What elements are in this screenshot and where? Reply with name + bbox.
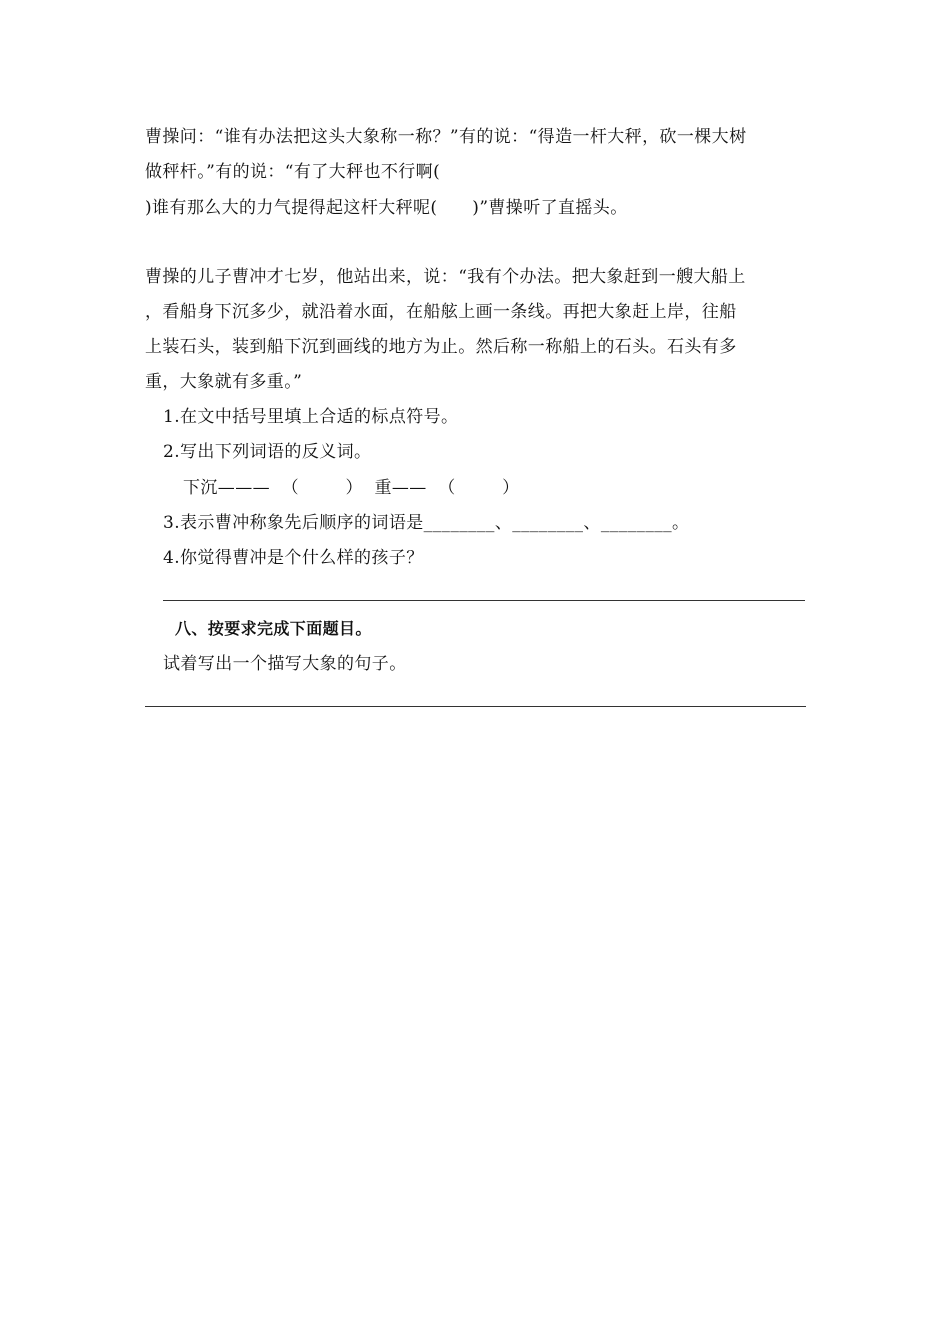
question-2: 2.写出下列词语的反义词。 xyxy=(163,442,372,462)
passage-para1-line3: )谁有那么大的力气提得起这杆大秤呢( )”曹操听了直摇头。 xyxy=(145,198,628,218)
passage-para2-line2: ，看船身下沉多少，就沿着水面，在船舷上画一条线。再把大象赶上岸，往船 xyxy=(145,302,737,322)
question-1: 1.在文中括号里填上合适的标点符号。 xyxy=(163,407,459,427)
passage-para2-line4: 重，大象就有多重。” xyxy=(145,372,303,392)
passage-para1-line2: 做秤杆。”有的说：“有了大秤也不行啊( xyxy=(145,162,441,182)
answer-line-section-8 xyxy=(145,706,806,707)
passage-para2-line1: 曹操的儿子曹冲才七岁，他站出来，说：“我有个办法。把大象赶到一艘大船上 xyxy=(145,267,746,287)
question-4: 4.你觉得曹冲是个什么样的孩子？ xyxy=(163,548,424,568)
section-8-prompt: 试着写出一个描写大象的句子。 xyxy=(163,654,407,674)
answer-line-q4 xyxy=(163,600,805,601)
passage-para1-line1: 曹操问：“谁有办法把这头大象称一称？”有的说：“得造一杆大秤，砍一棵大树 xyxy=(145,127,747,147)
section-8-heading: 八、按要求完成下面题目。 xyxy=(175,619,372,638)
question-3: 3.表示曹冲称象先后顺序的词语是________、________、________。 xyxy=(163,513,690,533)
question-2-antonyms: 下沉——— （ ） 重—— （ ） xyxy=(183,478,520,498)
passage-para2-line3: 上装石头，装到船下沉到画线的地方为止。然后称一称船上的石头。石头有多 xyxy=(145,337,737,357)
